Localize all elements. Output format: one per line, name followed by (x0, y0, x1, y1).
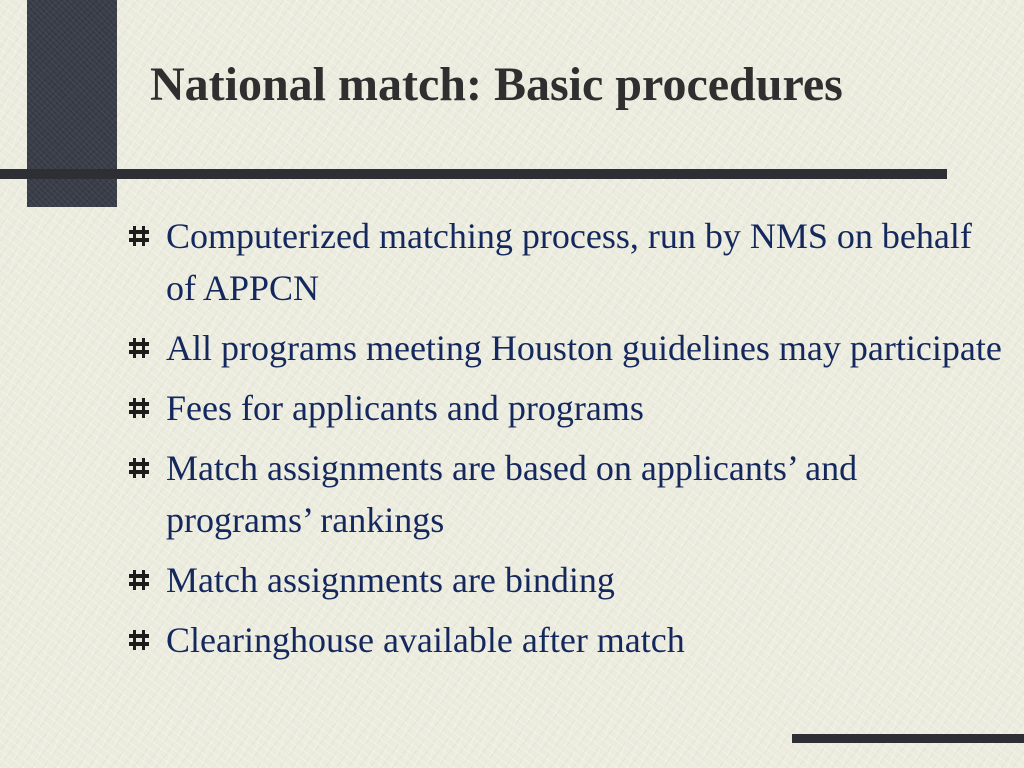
bullet-text: Match assignments are binding (166, 560, 615, 600)
hash-bullet-icon (128, 569, 150, 591)
hash-bullet-icon (128, 225, 150, 247)
hash-bullet-icon (128, 629, 150, 651)
slide-title: National match: Basic procedures (150, 58, 843, 111)
bullet-text: Match assignments are based on applicants’ and programs’ rankings (166, 448, 858, 540)
bullet-text: All programs meeting Houston guidelines may participate (166, 328, 1002, 368)
bullet-text: Fees for applicants and programs (166, 388, 644, 428)
title-divider-rule (0, 169, 947, 179)
bullet-list (128, 210, 1008, 674)
bullet-item (128, 614, 1008, 666)
bullet-item (128, 554, 1008, 606)
hash-bullet-icon (128, 397, 150, 419)
bullet-item (128, 442, 1008, 546)
bullet-text: Computerized matching process, run by NMS on behalf of APPCN (166, 216, 972, 308)
bullet-item (128, 382, 1008, 434)
bullet-item (128, 322, 1008, 374)
bullet-text: Clearinghouse available after match (166, 620, 685, 660)
hash-bullet-icon (128, 337, 150, 359)
footer-rule (792, 734, 1024, 743)
bullet-item (128, 210, 1008, 314)
hash-bullet-icon (128, 457, 150, 479)
